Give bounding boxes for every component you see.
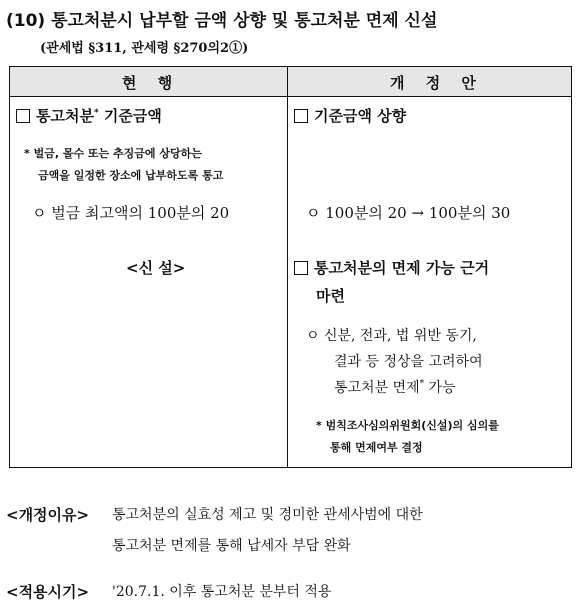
revised-bullet-2-line-1: ㅇ 신분, 전과, 법 위반 동기, [306, 328, 477, 344]
revised-item-1: 기준금액 상향 [294, 105, 406, 126]
revised-item-2-line-2: 마련 [316, 287, 345, 305]
revised-bullet-2-line-2: 결과 등 정상을 고려하여 [334, 354, 483, 370]
legal-reference: (관세법 §311, 관세령 §270의2①) [40, 41, 249, 56]
current-bullet-1: ㅇ 벌금 최고액의 100분의 20 [32, 204, 230, 222]
table-header-row [10, 67, 571, 97]
reason-line-1: 통고처분의 실효성 제고 및 경미한 관세사범에 대한 [112, 507, 423, 523]
checkbox-square-icon [294, 261, 308, 275]
checkbox-square-icon [294, 109, 308, 123]
header-revised: 개 정 안 [390, 74, 484, 92]
effective-label: <적용시기> [6, 583, 90, 601]
checkbox-square-icon [16, 109, 30, 123]
current-footnote-line-1: * 벌금, 몰수 또는 추징금에 상당하는 [24, 147, 202, 160]
revised-bullet-1: ㅇ 100분의 20 → 100분의 30 [306, 204, 511, 222]
reason-label: <개정이유> [6, 506, 90, 524]
revised-bullet-2-line-3: 통고처분 면제* 가능 [334, 379, 456, 396]
revised-footnote-line-1: * 범칙조사심의위원회(신설)의 심의를 [316, 419, 499, 432]
revised-footnote-line-2: 통해 면제여부 결정 [330, 441, 423, 454]
revised-item-2: 통고처분의 면제 가능 근거 [294, 257, 489, 278]
current-footnote-line-2: 금액을 일정한 장소에 납부하도록 통고 [38, 169, 224, 182]
column-divider [287, 67, 288, 467]
current-item-1: 통고처분* 기준금액 [16, 105, 162, 126]
section-title: (10) 통고처분시 납부할 금액 상향 및 통고처분 면제 신설 [6, 11, 438, 31]
reason-line-2: 통고처분 면제를 통해 납세자 부담 완화 [112, 538, 351, 554]
header-current: 현 행 [122, 74, 181, 92]
new-provision-marker: <신 설> [126, 259, 186, 277]
effective-text: '20.7.1. 이후 통고처분 분부터 적용 [112, 584, 332, 600]
comparison-table [9, 66, 572, 468]
